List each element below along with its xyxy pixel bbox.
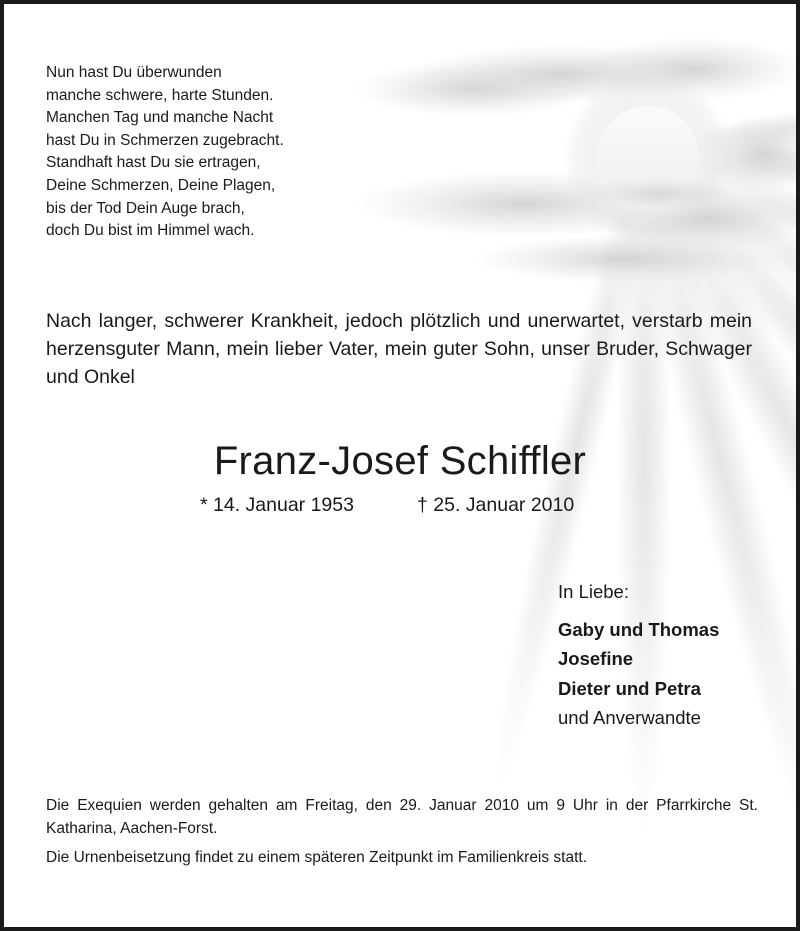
poem-line: doch Du bist im Himmel wach. [46,222,255,240]
mourners-list [558,577,719,733]
exequies-notice: Die Exequien werden gehalten am Freitag, den 29. Januar 2010 um 9 Uhr in der Pfarrkirche St. Katharina, Aachen-Forst. [46,797,758,837]
mourners-closing: und Anverwandte [558,707,701,728]
deceased-name: Franz-Josef Schiffler [213,439,587,483]
poem-line: Manchen Tag und manche Nacht [46,109,274,127]
poem-line: Deine Schmerzen, Deine Plagen, [46,176,276,194]
urn-burial-notice: Die Urnenbeisetzung findet zu einem späteren Zeitpunkt im Familienkreis statt. [46,849,588,866]
poem-line: manche schwere, harte Stunden. [46,86,274,104]
poem-line: Nun hast Du überwunden [46,64,222,81]
announcement-text: Nach langer, schwerer Krankheit, jedoch plötzlich und unerwartet, verstarb mein herzensguter Mann, mein lieber Vater, mein guter Sohn, unser Bruder, Schwager und Onkel [46,310,752,388]
mourner-name: Gaby und Thomas [558,618,720,640]
mourner-name: Josefine [558,648,634,669]
service-notice [46,794,758,869]
mourners-lead: In Liebe: [558,581,629,602]
poem-line: Standhaft hast Du sie ertragen, [46,154,261,172]
poem-line: hast Du in Schmerzen zugebracht. [46,131,284,149]
death-date: † 25. Januar 2010 [417,494,575,516]
mourner-name: Dieter und Petra [558,677,701,699]
poem-line: bis der Tod Dein Auge brach, [46,199,245,217]
birth-date: * 14. Januar 1953 [200,494,354,516]
poem [46,62,284,243]
